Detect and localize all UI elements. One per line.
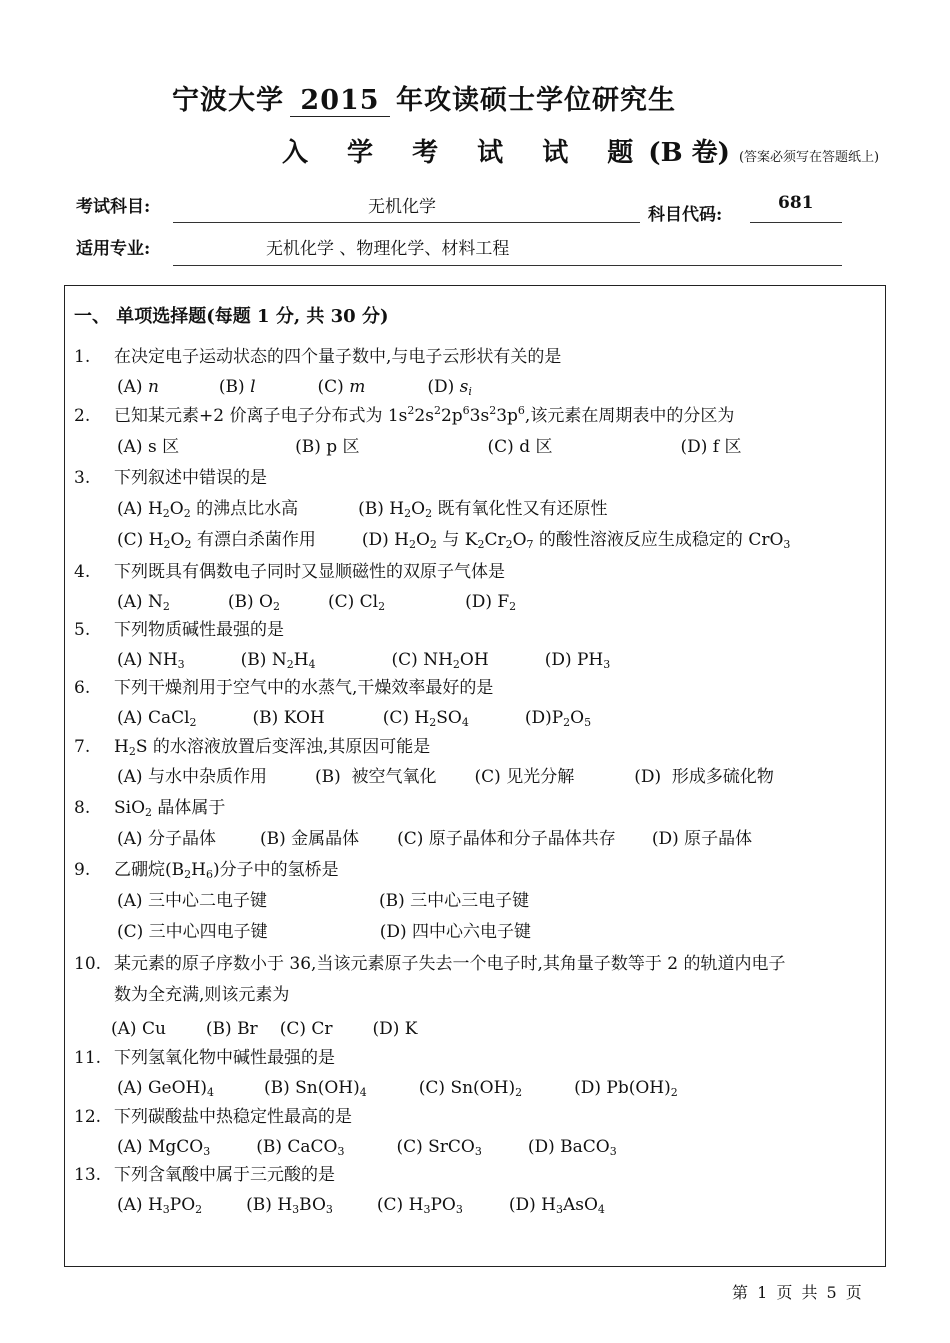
question-6: 6. 下列干燥剂用于空气中的水蒸气,干燥效率最好的是 bbox=[74, 678, 494, 698]
code-value: 681 bbox=[778, 193, 814, 213]
exam-title: 入 学 考 试 试 题 bbox=[282, 138, 649, 168]
question-9: 9. 乙硼烷$(B_2H_6)$分子中的氢桥是 bbox=[74, 860, 339, 881]
exam-title-line2 bbox=[282, 132, 879, 169]
question-13: 13. 下列含氧酸中属于三元酸的是 bbox=[74, 1165, 335, 1185]
code-underline bbox=[750, 222, 842, 223]
question-8-options: (A) 分子晶体 (B) 金属晶体 (C) 原子晶体和分子晶体共存 (D) 原子晶体 bbox=[117, 829, 753, 849]
question-4-options: (A) $N_2$ (B) $O_2$ (C) $Cl_2$ (D) $F_2$ bbox=[117, 592, 517, 613]
question-6-options: (A) CaCl$_2$ (B) KOH (C) $H_2SO_4$ $(D)P_2O_5$ bbox=[117, 708, 592, 729]
question-8: 8. SiO$_2$ 晶体属于 bbox=[74, 798, 226, 819]
exam-year: 2015 bbox=[290, 85, 390, 117]
question-3: 3. 下列叙述中错误的是 bbox=[74, 468, 267, 488]
question-13-options: (A) $H_3PO_2$ (B) $H_3BO_3$ (C) $H_3PO_3$ (D) $H_3AsO_4$ bbox=[117, 1195, 605, 1216]
subject-underline bbox=[173, 222, 640, 223]
question-5-options: (A) $NH_3$ (B) $N_2H_4$ (C) $NH_2OH$ (D) $PH_3$ bbox=[117, 650, 611, 671]
question-1-options: (A) n (B) l (C) m (D) $s_i$ bbox=[117, 377, 472, 398]
question-11-options: (A) $GeOH)_4$ (B) $Sn(OH)_4$ (C) $Sn(OH)_2$ (D) $Pb(OH)_2$ bbox=[117, 1078, 678, 1099]
question-2: 2. 已知某元素+2 价离子电子分布式为 $1s^22s^22p^63s^23p^6$,该元素在周期表中的分区为 bbox=[74, 404, 735, 426]
code-label: 科目代码: bbox=[648, 205, 723, 225]
major-label: 适用专业: bbox=[76, 239, 151, 259]
question-5: 5. 下列物质碱性最强的是 bbox=[74, 620, 284, 640]
question-12: 12. 下列碳酸盐中热稳定性最高的是 bbox=[74, 1107, 352, 1127]
question-2-options: (A) s 区 (B) p 区 (C) d 区 (D) f 区 bbox=[117, 437, 742, 457]
question-10-cont: 数为全充满,则该元素为 bbox=[114, 985, 290, 1005]
page-number: 第 1 页 共 5 页 bbox=[732, 1283, 864, 1302]
answer-note: (答案必须写在答题纸上) bbox=[738, 150, 880, 165]
question-9-options-row2: (C) 三中心四电子键 (D) 四中心六电子键 bbox=[117, 922, 531, 942]
exam-title-line1 bbox=[172, 78, 676, 117]
major-underline bbox=[173, 265, 842, 266]
title-suffix: 年攻读硕士学位研究生 bbox=[396, 85, 676, 116]
question-1: 1. 在决定电子运动状态的四个量子数中,与电子云形状有关的是 bbox=[74, 347, 562, 367]
question-10: 10. 某元素的原子序数小于 36,当该元素原子失去一个电子时,其角量子数等于 2 的轨道内电子 bbox=[74, 954, 786, 974]
question-10-options: (A) Cu (B) Br (C) Cr (D) K bbox=[111, 1019, 418, 1039]
question-9-options-row1: (A) 三中心二电子键 (B) 三中心三电子键 bbox=[117, 891, 530, 911]
paper-version: (B 卷) bbox=[648, 138, 730, 168]
question-11: 11. 下列氢氧化物中碱性最强的是 bbox=[74, 1048, 335, 1068]
subject-value: 无机化学 bbox=[368, 197, 436, 217]
university-name: 宁波大学 bbox=[172, 85, 284, 116]
section-title: 一、 单项选择题(每题 1 分, 共 30 分) bbox=[74, 306, 389, 327]
question-12-options: (A) MgCO$_3$ (B) CaCO$_3$ (C) SrCO$_3$ (D) BaCO$_3$ bbox=[117, 1137, 617, 1158]
subject-label: 考试科目: bbox=[76, 197, 151, 217]
question-3-options-row1: (A) $H_2O_2$ 的沸点比水高 (B) $H_2O_2$ 既有氧化性又有还原性 bbox=[117, 499, 608, 520]
question-4: 4. 下列既具有偶数电子同时又显顺磁性的双原子气体是 bbox=[74, 562, 505, 582]
question-3-options-row2: (C) $H_2O_2$ 有漂白杀菌作用 (D) $H_2O_2$ 与 $K_2Cr_2O_7$ 的酸性溶液反应生成稳定的 CrO$_3$ bbox=[117, 530, 791, 551]
major-value: 无机化学 、物理化学、材料工程 bbox=[266, 239, 510, 259]
question-7-options: (A) 与水中杂质作用 (B) 被空气氧化 (C) 见光分解 (D) 形成多硫化物 bbox=[117, 767, 774, 787]
question-7: 7. $H_2S$ 的水溶液放置后变浑浊,其原因可能是 bbox=[74, 737, 431, 758]
